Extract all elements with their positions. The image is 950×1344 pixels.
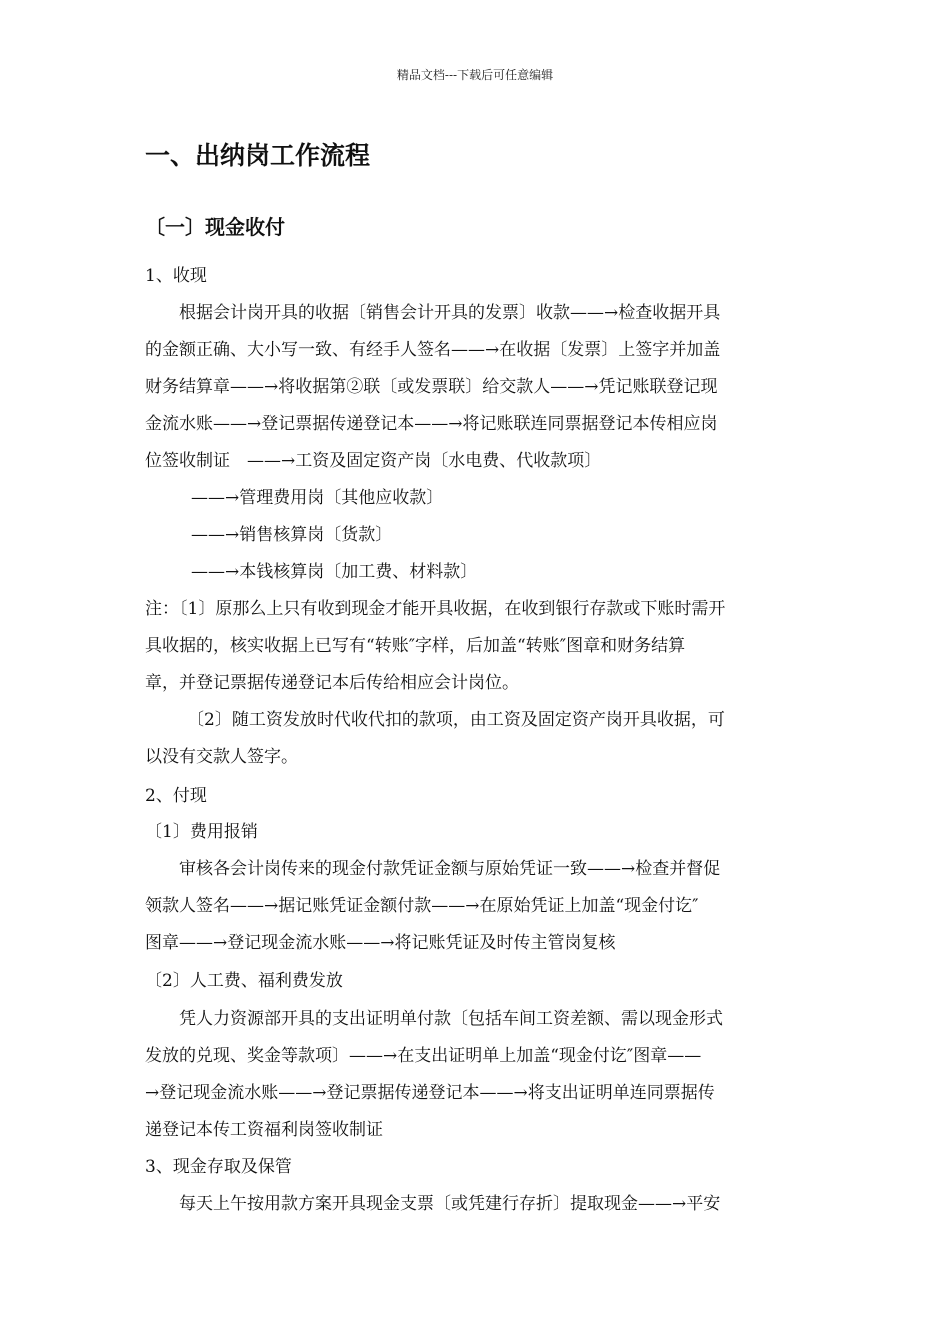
note-line: 注：〔1〕原那么上只有收到现金才能开具收据，在收到银行存款或下账时需开 [145,599,726,619]
paragraph-line: 图章——→登记现金流水账——→将记账凭证及时传主管岗复核 [145,933,616,953]
note-line: 章，并登记票据传递登记本后传给相应会计岗位。 [145,673,519,693]
paragraph-line: 发放的兑现、奖金等款项〕——→在支出证明单上加盖“现金付讫″图章—— [145,1046,702,1066]
section-heading: 〔一〕现金收付 [145,215,285,239]
paragraph-line: 位签收制证 ——→工资及固定资产岗〔水电费、代收款项〕 [145,451,602,471]
page-header: 精品文档---下载后可任意编辑 [396,68,554,82]
paragraph-line: 递登记本传工资福利岗签收制证 [145,1120,383,1140]
paragraph-line: 审核各会计岗传来的现金付款凭证金额与原始凭证一致——→检查并督促 [179,859,721,879]
subheading-cash-custody: 3、现金存取及保管 [145,1157,292,1177]
note-line: 〔2〕随工资发放时代收代扣的款项，由工资及固定资产岗开具收据，可 [187,710,725,730]
paragraph-line: ——→本钱核算岗〔加工费、材料款〕 [191,562,478,582]
paragraph-line: 财务结算章——→将收据第②联〔或发票联〕给交款人——→凭记账联登记现 [145,377,718,397]
paragraph-line: ——→管理费用岗〔其他应收款〕 [191,488,444,508]
paragraph-line: 金流水账——→登记票据传递登记本——→将记账联连同票据登记本传相应岗 [145,414,718,434]
paragraph-line: 凭人力资源部开具的支出证明单付款〔包括车间工资差额、需以现金形式 [179,1009,723,1029]
subheading-pay-cash: 2、付现 [145,786,207,806]
paragraph-line: ——→销售核算岗〔货款〕 [191,525,393,545]
note-line: 具收据的，核实收据上已写有“转账″字样，后加盖“转账″图章和财务结算 [145,636,686,656]
paragraph-line: →登记现金流水账——→登记票据传递登记本——→将支出证明单连同票据传 [145,1083,715,1103]
paragraph-line: 每天上午按用款方案开具现金支票〔或凭建行存折〕提取现金——→平安 [179,1194,721,1214]
subheading-expense-reimbursement: 〔1〕费用报销 [145,822,258,842]
paragraph-line: 领款人签名——→据记账凭证金额付款——→在原始凭证上加盖“现金付讫″ [145,896,699,916]
paragraph-line: 的金额正确、大小写一致、有经手人签名——→在收据〔发票〕上签字并加盖 [145,340,721,360]
subheading-receive-cash: 1、收现 [145,266,207,286]
subheading-wage-payment: 〔2〕人工费、福利费发放 [145,971,343,991]
paragraph-line: 根据会计岗开具的收据〔销售会计开具的发票〕收款——→检查收据开具 [179,303,721,323]
note-line: 以没有交款人签字。 [145,747,298,767]
document-title: 一、出纳岗工作流程 [145,141,371,170]
